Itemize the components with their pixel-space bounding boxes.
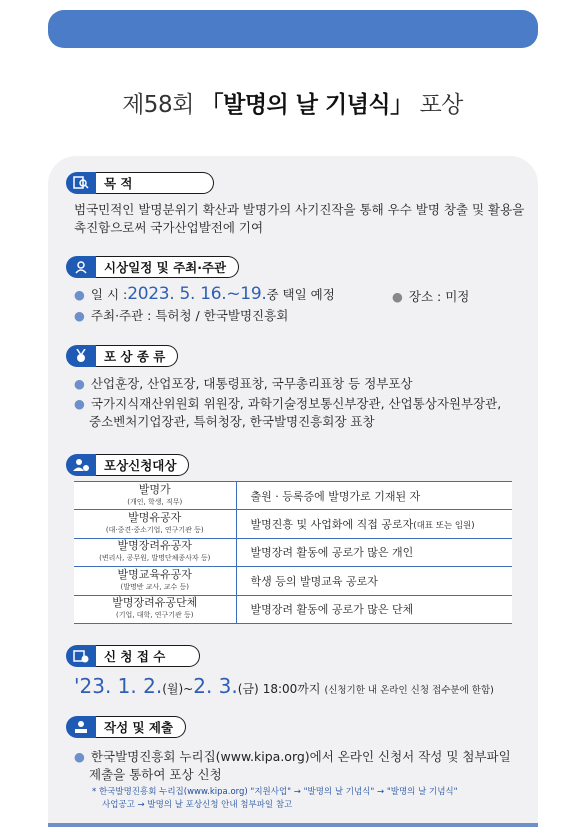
eligible-sub: (변리사, 공무원, 발명단체종사자 등) xyxy=(99,554,211,563)
awards-item-2-line2: 중소벤처기업장관, 특허청장, 한국발명진흥회장 표창 xyxy=(89,414,375,429)
section-submit-label: 작성 및 제출 xyxy=(96,716,186,738)
submit-text-line1: 한국발명진흥회 누리집(www.kipa.org)에서 온라인 신청서 작성 및 첨부파일 xyxy=(90,749,511,764)
application-end-day: (금) xyxy=(237,682,259,696)
eligible-desc-cell xyxy=(236,595,512,623)
eligible-desc: 학생 등의 발명교육 공로자 xyxy=(250,574,378,588)
eligible-sub: (개인, 학생, 직무) xyxy=(127,497,183,506)
schedule-date-row xyxy=(74,285,335,304)
bullet-icon: ● xyxy=(74,376,85,391)
person-desk-icon xyxy=(66,716,96,738)
awards-item-1-text: 산업훈장, 산업포장, 대통령표창, 국무총리표창 등 정부포상 xyxy=(90,376,413,391)
bullet-icon: ● xyxy=(74,287,85,302)
eligible-desc-small: (대표 또는 임원) xyxy=(413,521,475,532)
section-awards-header xyxy=(66,345,178,367)
bullet-icon: ● xyxy=(74,396,85,411)
eligible-sub: (기업, 대학, 연구기관 등) xyxy=(116,611,194,620)
eligible-sub: (발명반 교사, 교수 등) xyxy=(120,582,189,591)
title-prefix: 제58회 xyxy=(122,92,201,118)
calendar-check-icon xyxy=(66,645,96,667)
eligible-desc-cell xyxy=(236,510,512,538)
eligible-name-cell xyxy=(74,510,236,538)
page-title xyxy=(0,86,585,119)
application-date-row xyxy=(74,674,494,698)
eligible-name: 발명장려유공자 xyxy=(117,539,192,553)
section-submit-header xyxy=(66,716,186,738)
application-start-date: '23. 1. 2. xyxy=(74,674,163,698)
awards-item-2-line1: 국가지식재산위원회 위원장, 과학기술정보통신부장관, 산업통상자원부장관, xyxy=(90,396,502,411)
section-schedule-label: 시상일정 및 주최·주관 xyxy=(96,256,239,278)
purpose-text-line2: 촉진함으로써 국가산업발전에 기여 xyxy=(74,220,264,235)
section-purpose-label: 목 적 xyxy=(96,172,214,194)
eligible-name: 발명가 xyxy=(138,482,171,496)
bullet-icon: ● xyxy=(392,289,403,304)
schedule-host-label: 주최·주관 : xyxy=(90,308,156,323)
title-bold: 「발명의 날 기념식」 xyxy=(200,92,413,118)
eligible-name: 발명유공자 xyxy=(128,511,182,525)
schedule-place-row xyxy=(392,288,469,306)
eligible-name-cell xyxy=(74,567,236,595)
application-note: (신청기한 내 온라인 신청 접수분에 한함) xyxy=(324,685,494,696)
section-application-header xyxy=(66,645,200,667)
submit-note-line1: * 한국발명진흥회 누리집(www.kipa.org) "지원사업" → "발명의 날 기념식" → "발명의 날 기념식" xyxy=(92,787,458,797)
submit-text-line2: 제출을 통하여 포상 신청 xyxy=(89,767,222,782)
eligible-name: 발명장려유공단체 xyxy=(112,596,198,610)
schedule-date-suffix: 중 택일 예정 xyxy=(266,287,335,302)
application-time: 18:00까지 xyxy=(262,682,321,696)
eligible-desc: 출원 · 등록증에 발명가로 기재된 자 xyxy=(250,489,421,503)
schedule-host-value: 특허청 / 한국발명진흥회 xyxy=(155,308,289,323)
title-suffix: 포상 xyxy=(412,92,463,118)
table-row xyxy=(74,567,512,595)
eligible-desc: 발명진흥 및 사업화에 직접 공로자 xyxy=(250,518,414,532)
section-awards-label: 포 상 종 류 xyxy=(96,345,178,367)
eligible-name: 발명교육유공자 xyxy=(117,567,192,581)
bullet-icon: ● xyxy=(74,308,85,323)
eligible-name-cell xyxy=(74,595,236,623)
awards-item-2 xyxy=(74,395,501,413)
table-row xyxy=(74,482,512,510)
table-row xyxy=(74,595,512,623)
magnifier-document-icon xyxy=(66,172,96,194)
application-date-separator: ~ xyxy=(183,682,194,696)
medal-icon xyxy=(66,345,96,367)
eligible-desc-cell xyxy=(236,538,512,566)
application-start-day: (월) xyxy=(162,682,184,696)
bottom-divider xyxy=(48,823,538,827)
section-eligible-label: 포상신청대상 xyxy=(96,454,189,476)
schedule-host-row xyxy=(74,307,288,325)
table-row xyxy=(74,538,512,566)
schedule-place-label: 장소 : xyxy=(408,289,446,304)
person-add-icon xyxy=(66,454,96,476)
table-row xyxy=(74,510,512,538)
awards-item-1 xyxy=(74,375,413,393)
eligible-desc: 발명장려 활동에 공로가 많은 개인 xyxy=(250,546,414,560)
section-purpose-header xyxy=(66,172,214,194)
eligible-name-cell xyxy=(74,538,236,566)
section-application-label: 신 청 접 수 xyxy=(96,645,200,667)
bullet-icon: ● xyxy=(74,749,85,764)
calendar-person-icon xyxy=(66,256,96,278)
eligible-desc-cell xyxy=(236,567,512,595)
section-schedule-header xyxy=(66,256,239,278)
schedule-date-label: 일 시 : xyxy=(90,287,128,302)
submit-note-line2: 사업공고 → 발명의 날 포상신청 안내 첨부파일 참고 xyxy=(102,800,293,810)
submit-text xyxy=(74,748,511,766)
section-eligible-header xyxy=(66,454,189,476)
application-end-date: 2. 3. xyxy=(193,674,238,698)
eligible-table xyxy=(74,481,512,624)
eligible-sub: (대·중견·중소기업, 연구기관 등) xyxy=(105,526,204,535)
eligible-name-cell xyxy=(74,482,236,510)
schedule-date-value: 2023. 5. 16.~19. xyxy=(127,284,267,304)
purpose-text-line1: 범국민적인 발명분위기 확산과 발명가의 사기진작을 통해 우수 발명 창출 및 활용을 xyxy=(74,202,525,217)
eligible-desc: 발명장려 활동에 공로가 많은 단체 xyxy=(250,603,414,617)
schedule-place-value: 미정 xyxy=(445,289,470,304)
eligible-desc-cell xyxy=(236,482,512,510)
header-bar xyxy=(48,10,538,48)
